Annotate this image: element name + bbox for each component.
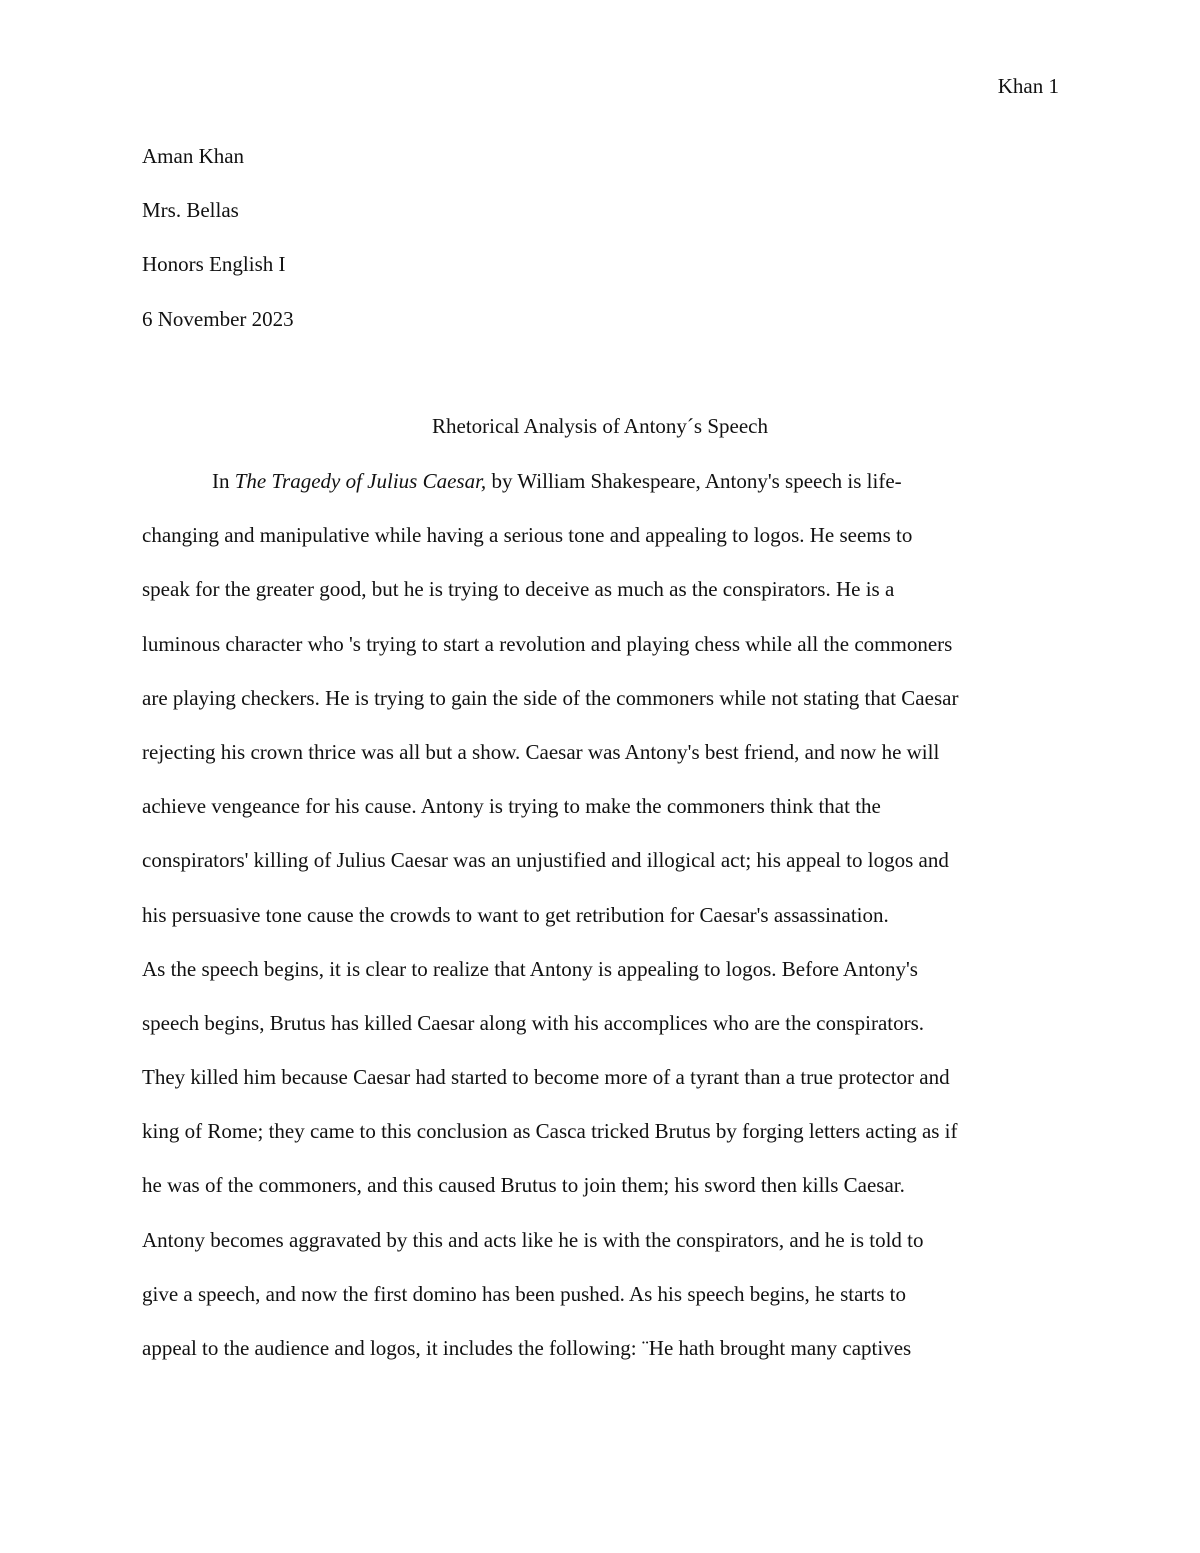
first-line-prefix: In — [212, 469, 235, 493]
paragraph-1-line: are playing checkers. He is trying to gain the side of the commoners while not stating that Caesar — [142, 685, 959, 710]
paragraph-2-line: give a speech, and now the first domino has been pushed. As his speech begins, he starts to — [142, 1281, 907, 1306]
paragraph-1-line: achieve vengeance for his cause. Antony is trying to make the commoners think that the — [142, 794, 881, 819]
essay-body — [142, 466, 1058, 1387]
paragraph-1-line: luminous character who 's trying to start a revolution and playing chess while all the commoners — [142, 631, 953, 656]
paragraph-2-line: he was of the commoners, and this caused Brutus to join them; his sword then kills Caesar. — [142, 1173, 905, 1198]
first-line-suffix: by William Shakespeare, Antony's speech is life- — [486, 469, 902, 493]
paragraph-2-line: speech begins, Brutus has killed Caesar along with his accomplices who are the conspirators. — [142, 1010, 925, 1035]
essay-date: 6 November 2023 — [142, 306, 294, 331]
paragraph-2-line: appeal to the audience and logos, it includes the following: ¨He hath brought many captives — [142, 1336, 912, 1360]
paragraph-1-line: his persuasive tone cause the crowds to want to get retribution for Caesar's assassination. — [142, 902, 889, 927]
paragraph-1-line: changing and manipulative while having a serious tone and appealing to logos. He seems to — [142, 523, 913, 548]
paragraph-1-line: rejecting his crown thrice was all but a show. Caesar was Antony's best friend, and now he will — [142, 739, 940, 764]
mla-heading — [142, 141, 294, 358]
page-number-header: Khan 1 — [997, 74, 1059, 98]
paragraph-2-line: As the speech begins, it is clear to realize that Antony is appealing to logos. Before Antony's — [142, 956, 918, 981]
teacher-name: Mrs. Bellas — [142, 198, 239, 223]
running-header — [998, 72, 1059, 100]
essay-title: Rhetorical Analysis of Antony´s Speech — [432, 414, 768, 438]
course-name: Honors English I — [142, 252, 286, 277]
work-title: The Tragedy of Julius Caesar, — [234, 469, 487, 493]
paragraph-2-line: They killed him because Caesar had started to become more of a tyrant than a true protector and — [142, 1065, 950, 1090]
paragraph-1-line: speak for the greater good, but he is trying to deceive as much as the conspirators. He is a — [142, 577, 895, 602]
paragraph-1-line: conspirators' killing of Julius Caesar was an unjustified and illogical act; his appeal to logos and — [142, 848, 949, 873]
paragraph-2-line: king of Rome; they came to this conclusion as Casca tricked Brutus by forging letters acting as if — [142, 1119, 958, 1144]
student-name: Aman Khan — [142, 144, 245, 168]
paragraph-2-line: Antony becomes aggravated by this and acts like he is with the conspirators, and he is told to — [142, 1227, 924, 1252]
paragraph-1-first-line — [142, 466, 1058, 520]
